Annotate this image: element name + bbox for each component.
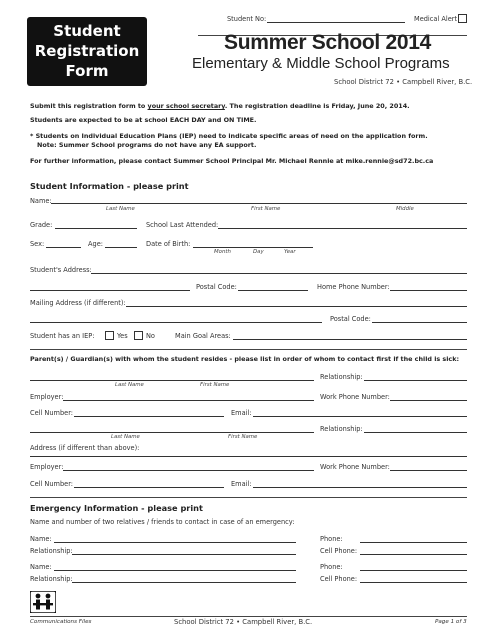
emergency-cell-2-label: Cell Phone: [320,575,358,583]
grade-field[interactable] [55,228,137,229]
month-caption: Month [214,249,231,255]
footer-center: School District 72 • Campbell River, B.C. [174,618,313,626]
work-phone-label: Work Phone Number: [320,393,390,401]
dob-label: Date of Birth: [146,240,191,248]
address-field[interactable] [91,273,467,274]
email-2-label: Email: [231,480,252,488]
mailing-address-label: Mailing Address (if different): [30,299,126,307]
note-submit-link: your school secretary [147,102,225,110]
emergency-cell-1-field[interactable] [360,554,467,555]
student-no-field[interactable] [267,22,405,23]
parent-2-address-field[interactable] [30,456,467,457]
goal-areas-field[interactable] [233,339,467,340]
footer-left: Communications Files [30,619,92,625]
badge-line-1: Student [53,22,121,40]
age-field[interactable] [105,247,137,248]
emergency-relationship-1-label: Relationship: [30,547,73,555]
goal-areas-label: Main Goal Areas: [175,332,231,340]
medical-alert-checkbox[interactable] [458,14,467,23]
medical-alert-label: Medical Alert [414,15,458,23]
badge-line-2: Registration [34,42,140,60]
parent-1-work-phone-field[interactable] [390,400,467,401]
parent-2-name-field[interactable] [30,432,314,433]
section-divider-1 [30,349,467,350]
day-caption: Day [253,249,264,255]
iep-yes-checkbox[interactable] [105,331,114,340]
page-subtitle: Elementary & Middle School Programs [192,55,450,72]
page-title: Summer School 2014 [224,31,432,54]
footer-rule [30,616,467,617]
grade-label: Grade: [30,221,53,229]
postal-code-field[interactable] [238,290,308,291]
emergency-name-1-label: Name: [30,535,52,543]
note-attendance: Students are expected to be at school EACH DAY and ON TIME. [30,116,257,124]
relationship-label: Relationship: [320,373,363,381]
work-phone-2-label: Work Phone Number: [320,463,390,471]
district-line: School District 72 • Campbell River, B.C. [334,78,473,86]
parent-2-first-name-caption: First Name [228,434,258,440]
emergency-relationship-1-field[interactable] [72,554,296,555]
parent-2-work-phone-field[interactable] [390,470,467,471]
email-label: Email: [231,409,252,417]
emergency-phone-1-label: Phone: [320,535,343,543]
form-title-badge [27,17,147,86]
footer-page-number: Page 1 of 3 [435,619,467,625]
employer-label: Employer: [30,393,64,401]
home-phone-field[interactable] [390,290,467,291]
student-no-label: Student No: [227,15,267,23]
note-ea: Note: Summer School programs do not have any EA support. [37,141,257,149]
mailing-address-field[interactable] [126,306,467,307]
year-caption: Year [284,249,296,255]
iep-no-checkbox[interactable] [134,331,143,340]
emergency-relationship-2-field[interactable] [72,582,296,583]
emergency-phone-2-label: Phone: [320,563,343,571]
address-label: Student's Address: [30,266,92,274]
badge-line-3: Form [65,62,109,80]
parent-2-last-name-caption: Last Name [111,434,140,440]
iep-no-label: No [146,332,155,340]
parent-2-email-field[interactable] [253,487,467,488]
parent-1-last-name-caption: Last Name [115,382,144,388]
emergency-phone-1-field[interactable] [360,542,467,543]
emergency-instructions: Name and number of two relatives / friends to contact in case of an emergency: [30,518,295,526]
name-label: Name: [30,197,52,205]
relationship-2-label: Relationship: [320,425,363,433]
parent-2-cell-field[interactable] [74,487,224,488]
parent-1-first-name-caption: First Name [200,382,230,388]
emergency-name-1-field[interactable] [54,542,296,543]
emergency-heading: Emergency Information - please print [30,503,203,513]
parent-2-employer-field[interactable] [63,470,314,471]
parent-1-employer-field[interactable] [63,400,314,401]
parent-1-cell-field[interactable] [74,416,224,417]
section-divider-2 [30,497,467,498]
note-contact: For further information, please contact Summer School Principal Mr. Michael Rennie at mike.rennie@sd72.bc.ca [30,157,434,165]
home-phone-label: Home Phone Number: [317,283,390,291]
parents-heading: Parent(s) / Guardian(s) with whom the student resides - please list in order of whom to contact first if the child is sick: [30,355,460,363]
dob-field[interactable] [193,247,313,248]
sex-label: Sex: [30,240,45,248]
parent-2-relationship-field[interactable] [364,432,467,433]
middle-caption: Middle [396,206,414,212]
district-logo-icon [30,591,56,613]
note-submit-post: . The registration deadline is Friday, June 20, 2014. [224,102,410,110]
emergency-relationship-2-label: Relationship: [30,575,73,583]
mailing-address-field-line-2[interactable] [30,322,322,323]
note-submit [30,102,410,111]
student-info-heading: Student Information - please print [30,181,189,191]
address-different-label: Address (if different than above): [30,444,140,452]
parent-1-email-field[interactable] [253,416,467,417]
parent-1-name-field[interactable] [30,380,314,381]
iep-label: Student has an IEP: [30,332,95,340]
sex-field[interactable] [46,247,81,248]
iep-yes-label: Yes [117,332,128,340]
postal-code-2-field[interactable] [372,322,467,323]
note-submit-pre: Submit this registration form to [30,102,148,110]
postal-code-2-label: Postal Code: [330,315,371,323]
address-field-line-2[interactable] [30,290,190,291]
cell-number-label: Cell Number: [30,409,74,417]
parent-1-relationship-field[interactable] [364,380,467,381]
emergency-cell-1-label: Cell Phone: [320,547,358,555]
note-iep: * Students on Individual Education Plans (IEP) need to indicate specific areas of need on the application form. [30,132,428,140]
emergency-name-2-label: Name: [30,563,52,571]
emergency-name-2-field[interactable] [54,570,296,571]
emergency-cell-2-field[interactable] [360,582,467,583]
last-name-caption: Last Name [106,206,135,212]
postal-code-label: Postal Code: [196,283,237,291]
emergency-phone-2-field[interactable] [360,570,467,571]
school-last-attended-label: School Last Attended: [146,221,219,229]
school-last-attended-field[interactable] [218,228,467,229]
cell-number-2-label: Cell Number: [30,480,74,488]
first-name-caption: First Name [251,206,281,212]
age-label: Age: [88,240,103,248]
student-name-field[interactable] [51,203,467,204]
employer-2-label: Employer: [30,463,64,471]
